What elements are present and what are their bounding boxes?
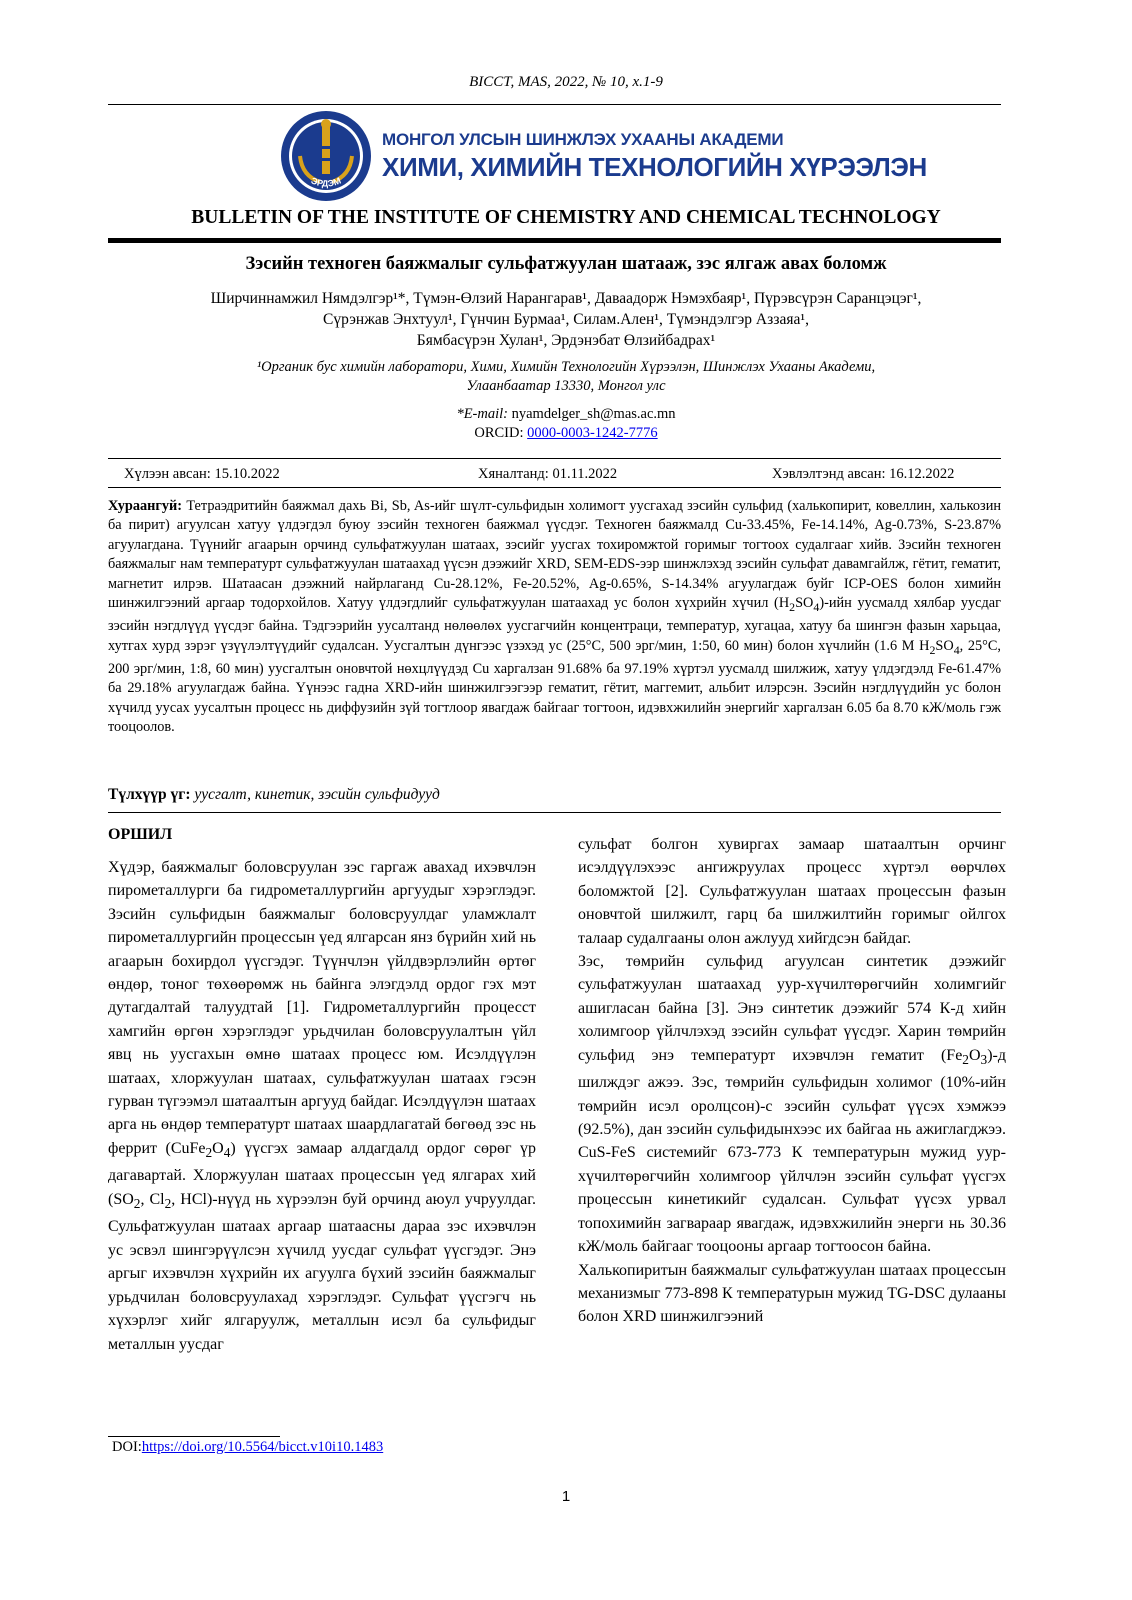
- email-address[interactable]: nyamdelger_sh@mas.ac.mn: [511, 406, 676, 422]
- footnote-rule: [108, 1436, 280, 1437]
- received-date: Хүлээн авсан: 15.10.2022: [124, 466, 280, 482]
- dates-top-rule: [108, 458, 1001, 459]
- abstract-text: Тетраэдритийн баяжмал дахь Bi, Sb, As-ийг шүлт-сульфидын холимогт уусгахад зэсийн сульфид (халькопирит, ковеллин, халькозин ба пирит) агуулсан хатуу үлдэгдэл буюу зэсийн техноген баяжмал үүсдэг. Техноген баяжмалд Cu-33.45%, Fe-14.14%, Ag-0.73%, S-23.87% агуулагдана. Түүнийг агаарын орчинд сульфатжуулан шатаах, зэсийг уусгах тохиромжтой горимыг тогтоох судалгааг хийв. Зэсийн техноген баяжмалыг нам температурт сульфатжуулан шатаахад үүсэн дээжийг XRD, SEM-EDS-ээр шинжлэхэд зэсийн сульфат давамгайлж, гётит, гематит, магнетит илрэв. Шатаасан дээжний найрлаганд Cu-28.12%, Fe-20.52%, Ag-0.65%, S-14.34% агуулагдаж буйг ICP-OES болон химийн шинжилгээний аргаар тодорхойлов. Хатуу үлдэгдлийг сульфатжуулан шатаахад ус болон хүхрийн хүчил (H: [108, 498, 1001, 612]
- orcid-link[interactable]: 0000-0003-1242-7776: [527, 425, 658, 441]
- doi-label: DOI:: [112, 1439, 142, 1455]
- email-line: [0, 405, 1132, 424]
- subscript: 2: [962, 1051, 969, 1067]
- paragraph-text: , HCl)-нүүд нь хүрээлэн буй орчинд аюул учруулдаг. Сульфатжуулан шатаах аргаар шатаасны дараа зэс ихэвчлэн ус эсвэл шингэрүүлсэн хүчилд уусдаг сульфат үүсгэдэг. Энэ аргыг ихэвчлэн хүхрийн их агуулга бүхий зэсийн баяжмалыг урьдчилан боловсруулахад хэрэглэдэг. Сульфат үүсгэгч нь хүхэрлэг хийг ялгаруулж, металлын исэл ба сульфидыг металлын уусдаг: [108, 1190, 536, 1353]
- keywords: [108, 786, 440, 804]
- abstract-text: SO: [795, 595, 814, 612]
- keywords-label: Түлхүүр үг:: [108, 786, 191, 803]
- paragraph: Халькопиритын баяжмалыг сульфатжуулан шатаах процессын механизмыг 773-898 К температурын мужид TG-DSC дулааны болон XRD шинжилгээний: [578, 1261, 1006, 1326]
- published-date: Хэвлэлтэнд авсан: 16.12.2022: [772, 466, 955, 482]
- subscript: 4: [953, 642, 960, 657]
- page-number: 1: [561, 1488, 571, 1505]
- subscript: 3: [980, 1051, 988, 1067]
- subscript: 4: [223, 1145, 231, 1161]
- paragraph: сульфат болгон хувиргах замаар шатаалтын орчинг исэлдүүлэхээс ангижруулах процесс хүртэл өөрчлөх боломжтой [2]. Сульфатжуулан шатаах процессын фазын оновчтой шилжилт, гарц ба шилжилтийн горимыг ойлгох талаар судалгааны олон ажлууд хийгдсэн байдаг.: [578, 836, 1006, 947]
- paragraph-text: ) үүсгэх замаар алдагдалд ордог сөрөг үр дагавартай. Хлоржуулан шатаах процессын үед ялгарах хий (SO: [108, 1139, 536, 1208]
- paragraph-text: Зэс, төмрийн сульфид агуулсан синтетик дээжийг сульфатжуулан шатаахад уур-хүчилтөрөгчийн холимгийг ашигласан байна [3]. Энэ синтетик дээжийг 574 К-д хийн холимгоор үйлчлэхэд зэсийн сульфат үүсдэг. Харин төмрийн сульфид энэ температурт ихэвчлэн гематит (Fe: [578, 953, 1006, 1064]
- journal-reference: BICCT, MAS, 2022, № 10, х.1-9: [469, 74, 663, 90]
- email-label: *E-mail:: [456, 406, 508, 422]
- header-top-rule: [108, 104, 1001, 105]
- paragraph-text: Хүдэр, баяжмалыг боловсруулан зэс гаргаж авахад ихэвчлэн пирометаллурги ба гидрометаллургийн аргуудыг хэрэглэдэг. Зэсийн сульфидын баяжмалыг боловсруулдаг уламжлалт пирометаллургийн процессын үед ялгарсан янз бүрийн хий нь агаарын бохирдол үүсгэдэг. Түүнчлэн үйлдвэрлэлийн өртөг өндөр, тоног төхөөрөмж нь байнга элэгдэлд ордог гэх мэт дутагдалтай талуудтай [1]. Гидрометаллургийн процесст хамгийн өргөн хэрэглэдэг урьдчилан боловсруулалтын үйл явц нь уусгахын өмнө шатаах процесс юм. Исэлдүүлэн шатаах, хлоржуулан шатаах, сульфатжуулан шатаах гэсэн гурван түгээмэл шатаалтын аргууд байдаг. Исэлдүүлэн шатаах арга нь өндөр температурт шатаах шаардлагатай бөгөөд зэс нь феррит (CuFe: [108, 859, 536, 1157]
- review-date: Хяналтанд: 01.11.2022: [478, 466, 618, 482]
- body-column-left: [108, 856, 536, 1356]
- subscript: 2: [164, 1196, 172, 1212]
- abstract-text: )-ийн уусмалд хялбар уусдаг зэсийн нэгдлүүд үүсдэг байна. Тэдгээрийн уусалтанд нөлөөлөх уусгагчийн концентраци, температур, хугацаа, хатуу ба шингэн фазын харьцаа, хутгах хурд зэрэг үзүүлэлтүүдийг судалсан. Уусгалтын дүнгээс үзэхэд ус (25°C, 500 эрг/мин, 1:50, 60 мин) болон хүчлийн (1.6 M H: [108, 595, 1001, 654]
- subscript: 2: [789, 599, 796, 614]
- doi-footnote: [112, 1439, 383, 1456]
- abstract-text: , 25°C, 200 эрг/мин, 1:8, 60 мин) уусгалтын оновчтой нөхцлүүдэд Cu харгалзан 91.68% ба 97.19% хүртэл уусмалд шилжиж, хатуу үлдэгдэлд Fe-61.47% ба 29.18% агуулагдаж байна. Үүнээс гадна XRD-ийн шинжилгээгээр гематит, гётит, маггемит, альбит илэрсэн. Зэсийн нэгдлүүдийн ус болон хүчилд уусах уусалтын процесс нь диффузийн зүй тогтлоор явагдаж байгааг тогтоон, идэвхжилийн энергийг харгалзан 6.05 ба 8.70 кЖ/моль гэж тооцоолов.: [108, 637, 1001, 736]
- subscript: 2: [205, 1145, 213, 1161]
- doi-link[interactable]: https://doi.org/10.5564/bicct.v10i10.1483: [141, 1439, 384, 1455]
- paragraph: [578, 950, 1006, 1258]
- subscript: 2: [929, 642, 936, 657]
- institution-name-line2: ХИМИ, ХИМИЙН ТЕХНОЛОГИЙН ХҮРЭЭЛЭН: [382, 152, 927, 182]
- authors-line: Сүрэнжав Энхтуул¹, Гүнчин Бурмаа¹, Силам.Ален¹, Түмэндэлгэр Аззаяа¹,: [323, 311, 809, 328]
- orcid-line: [0, 424, 1132, 443]
- article-title: Зэсийн техноген баяжмалыг сульфатжуулан шатааж, зэс ялгаж авах боломж: [245, 254, 887, 274]
- subscript: 2: [133, 1196, 141, 1212]
- authors-line: Бямбасүрэн Хулан¹, Эрдэнэбат Өлзийбадрах¹: [416, 332, 716, 349]
- affiliation-line: Улаанбаатар 13330, Монгол улс: [466, 378, 666, 394]
- authors-line: Ширчиннамжил Нямдэлгэр¹*, Түмэн-Өлзий Нарангарав¹, Даваадорж Нэмэхбаяр¹, Пүрэвсүрэн Саранцэцэг¹,: [210, 290, 922, 307]
- orcid-label: ORCID:: [474, 425, 524, 441]
- keywords-text: уусгалт, кинетик, зэсийн сульфидууд: [190, 786, 440, 803]
- subscript: 4: [813, 599, 820, 614]
- bulletin-title: BULLETIN OF THE INSTITUTE OF CHEMISTRY AND CHEMICAL TECHNOLOGY: [191, 207, 941, 228]
- abstract-label: Хураангуй:: [108, 498, 183, 514]
- abstract: [108, 497, 1001, 738]
- bulletin-thick-rule: [108, 238, 1001, 243]
- paragraph-text: O: [212, 1139, 224, 1157]
- author-list: [110, 288, 1022, 351]
- contact-block: [0, 405, 1132, 443]
- body-column-right: [578, 833, 1006, 1329]
- institution-name-line1: МОНГОЛ УЛСЫН ШИНЖЛЭХ УХААНЫ АКАДЕМИ: [382, 130, 784, 149]
- keywords-rule: [108, 812, 1001, 813]
- institute-logo: [280, 110, 372, 202]
- logo-text: ЭРДЭМ: [309, 175, 343, 189]
- paragraph-text: )-д шилждэг ажээ. Зэс, төмрийн сульфидын холимог (10%-ийн төмрийн исэл оролцсон)-с зэсийн сульфат үүсэх хэмжээ (92.5%), дан зэсийн сульфидынхээс их байгаа нь ажиглагджээ. CuS-FeS системийг 673-773 К температурын мужид уур-хүчилтөрөгчийн холимгоор үйлчлэн зэсийн сульфат үүсгэх процессын кинетикийг судалсан. Сульфат үүсэх урвал топохимийн загвараар явагдаж, идэвхжилийн энерги нь 30.36 кЖ/моль байгааг тооцооны аргаар тогтоосон байна.: [578, 1046, 1006, 1256]
- abstract-text: SO: [935, 637, 954, 654]
- paragraph-text: O: [968, 1046, 981, 1064]
- paragraph-text: , Cl: [140, 1190, 165, 1208]
- section-heading: ОРШИЛ: [108, 826, 173, 843]
- dates-bottom-rule: [108, 487, 1001, 488]
- affiliation: [150, 358, 982, 396]
- affiliation-line: ¹Органик бус химийн лаборатори, Хими, Химийн Технологийн Хүрээлэн, Шинжлэх Ухааны Академи,: [256, 359, 876, 375]
- paragraph: [108, 856, 536, 1356]
